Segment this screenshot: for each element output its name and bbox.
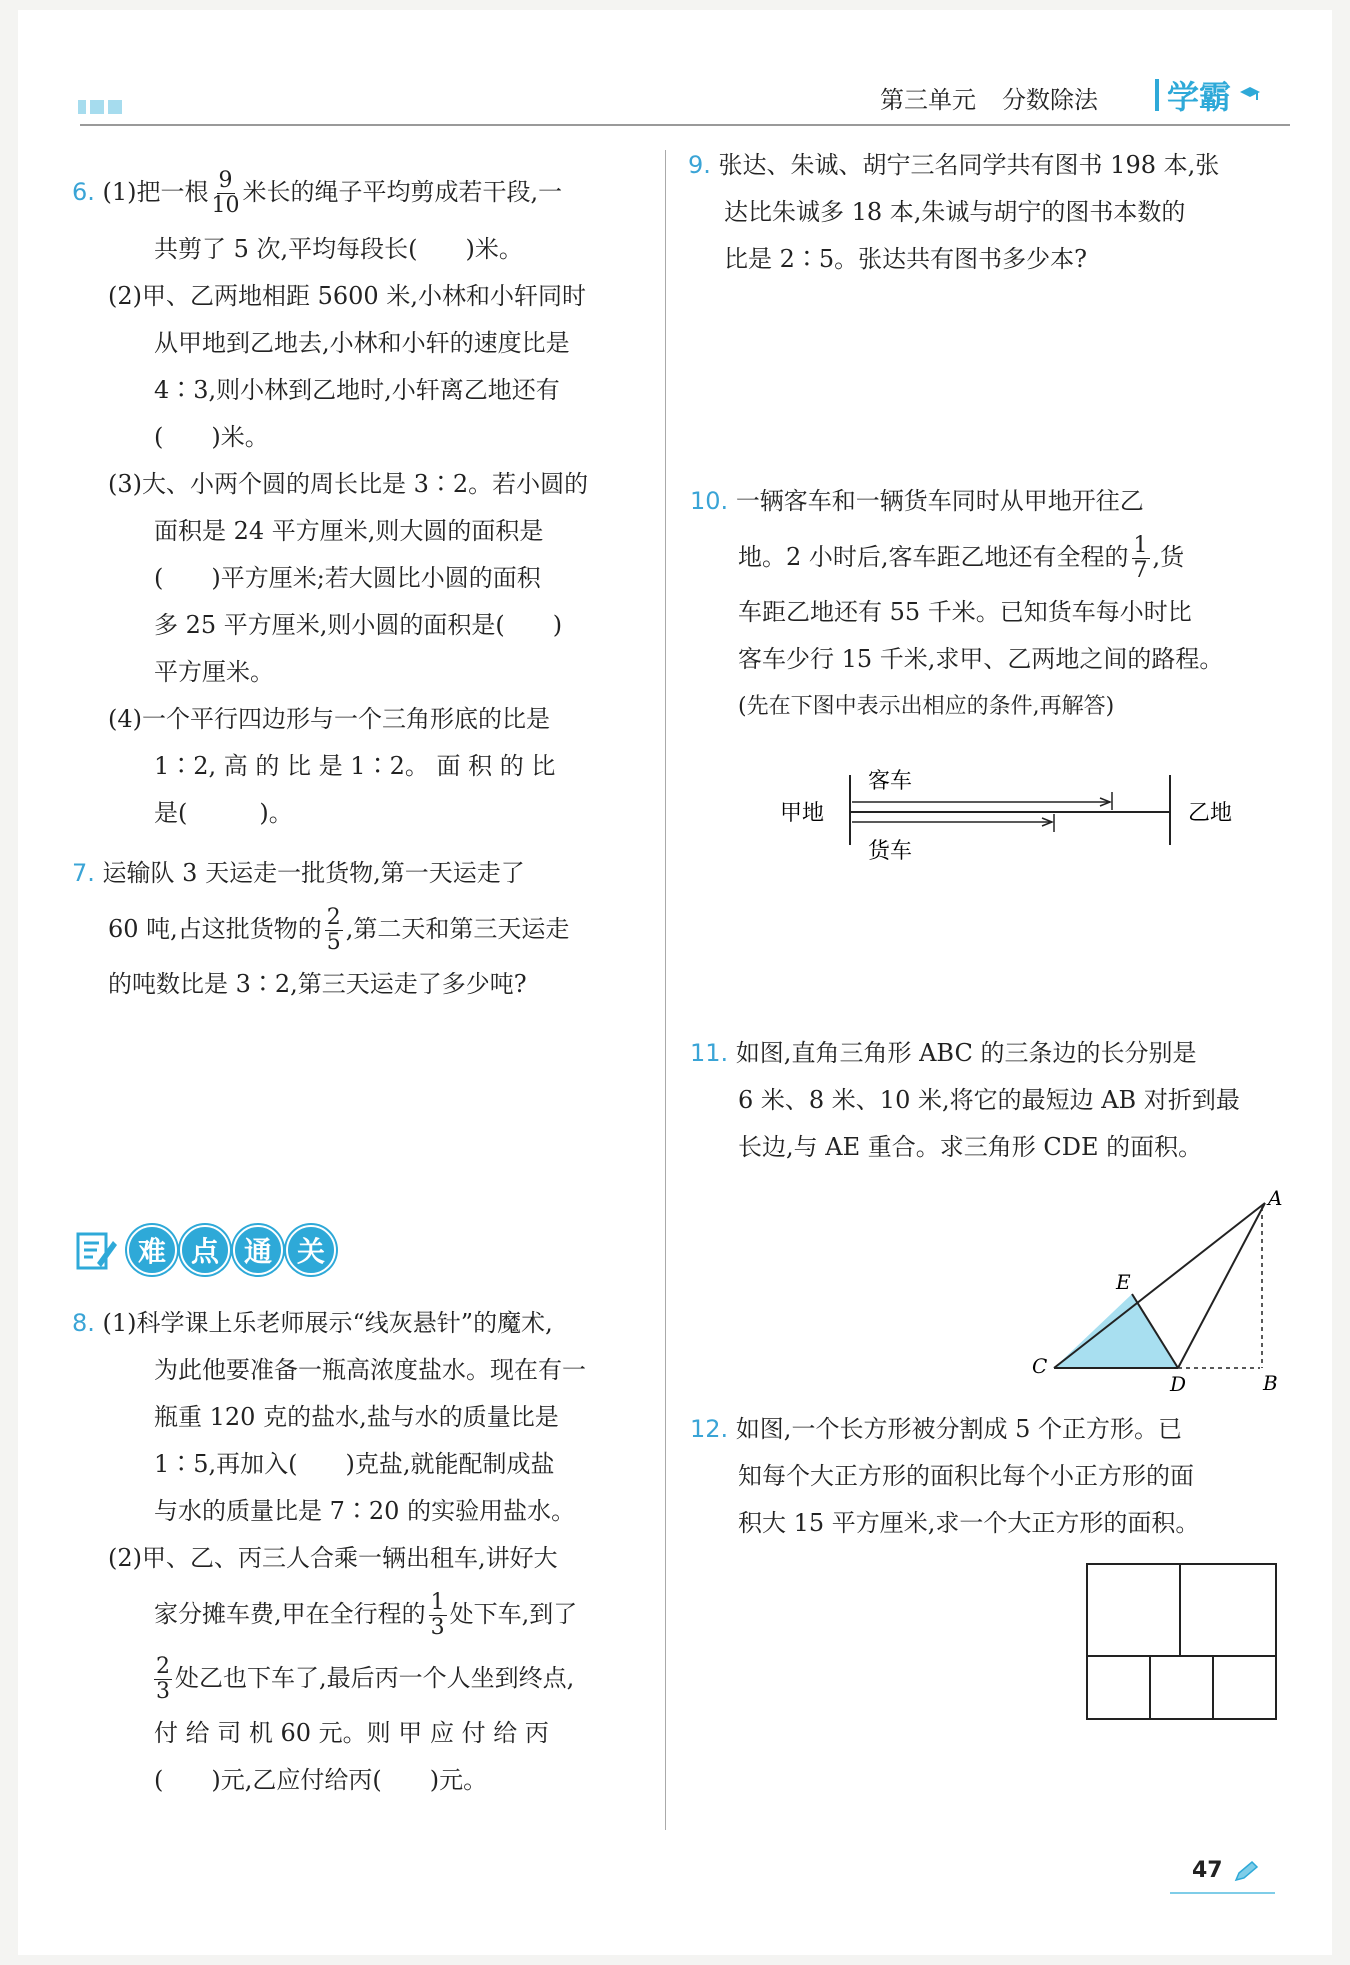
- brand-bar: [1155, 79, 1159, 111]
- question-number: 6.: [72, 178, 95, 206]
- fraction: $\frac{1}{3}$: [430, 1590, 445, 1640]
- question-11: 11. 如图,直角三角形 ABC 的三条边的长分别是 6 米、8 米、10 米,将它的最短边 AB 对折到最 长边,与 AE 重合。求三角形 CDE 的面积。: [690, 1039, 1240, 1161]
- section-title: 难 点 通 关: [127, 1225, 336, 1275]
- pencil-icon: [1233, 1860, 1259, 1882]
- question-8: 8. (1)科学课上乐老师展示“线灰悬针”的魔术, 为此他要准备一瓶高浓度盐水。现在有一 瓶重 120 克的盐水,盐与水的质量比是 1∶5,再加入( )克盐,就能配制成盐 与水的质量比是 7∶20 的实验用盐水。 (2)甲、乙、丙三人合乘一辆出租车,讲好大 家分摊车费,甲在全行程的 $\frac{1}{3}$ 处下车,到了 $\frac{2}{3}$ 处乙也下车了,最后丙一个人坐到终点, 付 给 司 机 60 元。则 甲 应 付 给 丙 ( )元,乙应付给丙( )元。: [72, 1309, 586, 1794]
- question-6: 6. (1)把一根 $\frac{9}{10}$ 米长的绳子平均剪成若干段,一 共剪了 5 次,平均每段长( )米。 (2)甲、乙两地相距 5600 米,小林和小轩同时 从甲地到乙地去,小林和小轩的速度比是 4∶3,则小林到乙地时,小轩离乙地还有 ( )米。 (3)大、小两个圆的周长比是 3∶2。若小圆的 面积是 24 平方厘米,则大圆的面积是 ( )平方厘米;若大圆比小圆的面积 多 25 平方厘米,则小圆的面积是( ) 平方厘米。 (4)一个平行四边形与一个三角形底的比是 1∶2, 高 的 比 是 1∶2。 面 积 的 比 是( )。: [72, 160, 662, 837]
- question-number: 10.: [690, 487, 729, 515]
- fraction: $\frac{1}{7}$: [1133, 533, 1148, 583]
- brand-logo: [1155, 72, 1261, 118]
- label-start: 甲地: [780, 801, 825, 826]
- triangle-figure: [1020, 1185, 1300, 1395]
- fraction: $\frac{2}{3}$: [156, 1654, 170, 1704]
- header-rule: [80, 124, 1290, 126]
- point-d-label: D: [1170, 1372, 1187, 1395]
- column-divider: [665, 150, 666, 1830]
- q6-part1-line1: 6. (1)把一根 $\frac{9}{10}$ 米长的绳子平均剪成若干段,一: [72, 168, 563, 218]
- point-a-label: A: [1268, 1186, 1283, 1210]
- page-number-rule: [1170, 1892, 1275, 1894]
- q6-part2-line1: (2)甲、乙两地相距 5600 米,小林和小轩同时: [108, 282, 586, 310]
- graduation-cap-icon: [1239, 85, 1261, 105]
- question-number: 9.: [688, 151, 711, 179]
- label-truck: 货车: [868, 839, 913, 864]
- question-number: 7.: [72, 859, 95, 887]
- header-decoration: [78, 100, 122, 114]
- brand-text: 学霸: [1167, 78, 1232, 116]
- header: [880, 80, 1098, 115]
- section-heading: [75, 1225, 336, 1275]
- question-number: 12.: [690, 1415, 729, 1443]
- fraction: $\frac{9}{10}$: [211, 168, 240, 218]
- point-b-label: B: [1263, 1371, 1278, 1395]
- question-number: 11.: [690, 1039, 729, 1067]
- pencil-note-icon: [75, 1229, 117, 1271]
- label-end: 乙地: [1188, 801, 1233, 826]
- q6-part3-line1: (3)大、小两个圆的周长比是 3∶2。若小圆的: [108, 470, 589, 498]
- segment-diagram: [770, 760, 1270, 880]
- label-bus: 客车: [868, 769, 913, 794]
- question-10: 10. 一辆客车和一辆货车同时从甲地开往乙 地。2 小时后,客车距乙地还有全程的 $\frac{1}{7}$ ,货 车距乙地还有 55 千米。已知货车每小时比 客车少行 15 千米,求甲、乙两地之间的路程。 (先在下图中表示出相应的条件,再解答): [690, 487, 1224, 719]
- q6-part4-line1: (4)一个平行四边形与一个三角形底的比是: [108, 705, 550, 733]
- topic-title: 分数除法: [1002, 86, 1098, 114]
- page-number: 47: [1192, 1858, 1259, 1883]
- q6-part1-line2: 共剪了 5 次,平均每段长( )米。: [154, 235, 523, 263]
- point-c-label: C: [1032, 1354, 1048, 1378]
- question-number: 8.: [72, 1309, 95, 1337]
- question-12: 12. 如图,一个长方形被分割成 5 个正方形。已 知每个大正方形的面积比每个小正方形的面 积大 15 平方厘米,求一个大正方形的面积。: [690, 1415, 1200, 1537]
- fraction: $\frac{2}{5}$: [326, 905, 341, 955]
- squares-figure: [1085, 1562, 1280, 1722]
- question-9: 9. 张达、朱诚、胡宁三名同学共有图书 198 本,张 达比朱诚多 18 本,朱诚与胡宁的图书本数的 比是 2∶5。张达共有图书多少本?: [688, 151, 1220, 273]
- question-7: 7. 运输队 3 天运走一批货物,第一天运走了 60 吨,占这批货物的 $\frac{2}{5}$ ,第二天和第三天运走 的吨数比是 3∶2,第三天运走了多少吨?: [72, 859, 570, 998]
- unit-title: 第三单元: [880, 86, 976, 114]
- point-e-label: E: [1116, 1270, 1131, 1294]
